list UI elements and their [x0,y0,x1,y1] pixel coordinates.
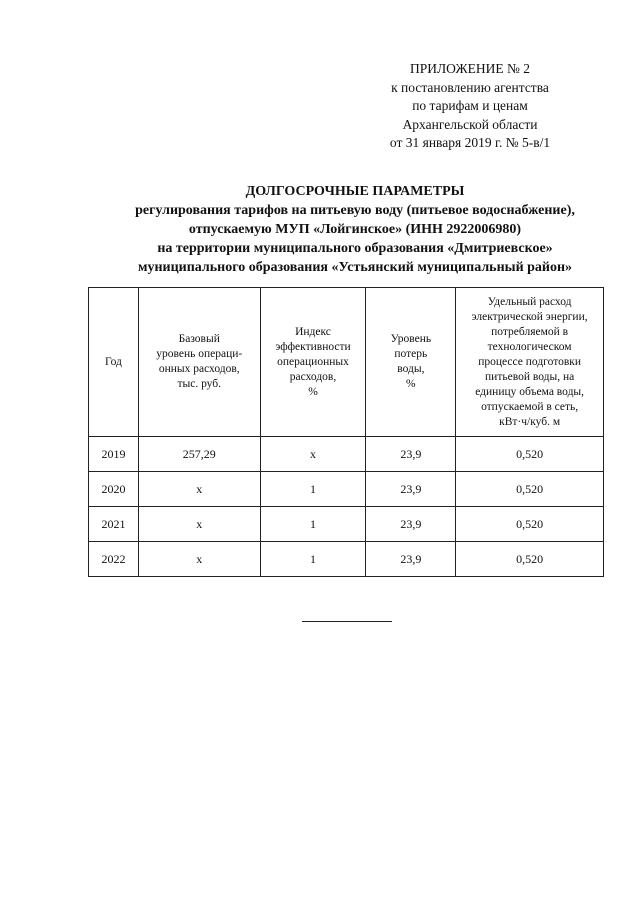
cell-efficiency-index: 1 [260,507,366,542]
cell-base-cost: 257,29 [138,437,260,472]
document-title [70,182,640,277]
cell-energy-consumption: 0,520 [456,542,604,577]
header-text-line: эффективности [275,340,351,353]
header-text-line: онных расходов, [158,363,240,375]
header-text-line: % [406,378,416,390]
title-heading: ДОЛГОСРОЧНЫЕ ПАРАМЕТРЫ [245,184,465,199]
header-text-line: питьевой воды, на [485,370,575,383]
appendix-number: ПРИЛОЖЕНИЕ № 2 [409,61,531,76]
header-text-line: операционных [277,355,349,368]
header-efficiency-index [260,288,366,437]
appendix-block [360,60,580,153]
title-line: регулирования тарифов на питьевую воду (питьевое водоснабжение), [135,203,575,218]
header-text-line: Базовый [178,333,220,345]
header-text-line: Год [104,355,122,368]
cell-base-cost: x [138,542,260,577]
header-base-cost [138,288,260,437]
header-text-line: воды, [397,363,425,375]
cell-year: 2020 [89,472,139,507]
header-text-line: % [308,385,318,398]
cell-year: 2019 [89,437,139,472]
header-energy-consumption [456,288,604,437]
table-row [89,472,604,507]
header-text-line: тыс. руб. [177,378,221,390]
header-text-line: единицу объема воды, [475,385,585,398]
parameters-table [88,287,604,577]
appendix-line: по тарифам и ценам [412,98,528,113]
cell-energy-consumption: 0,520 [456,507,604,542]
header-year [89,288,139,437]
header-text-line: Уровень [390,333,432,345]
title-line: муниципального образования «Устьянский муниципальный район» [137,260,573,275]
cell-efficiency-index: 1 [260,472,366,507]
cell-water-loss: 23,9 [366,437,456,472]
table-row [89,542,604,577]
cell-water-loss: 23,9 [366,472,456,507]
title-line: отпускаемую МУП «Лойгинское» (ИНН 2922006980) [188,222,522,237]
closing-divider [302,621,392,622]
cell-base-cost: x [138,507,260,542]
cell-water-loss: 23,9 [366,542,456,577]
header-water-loss [366,288,456,437]
header-text-line: электрической энергии, [471,310,588,323]
cell-energy-consumption: 0,520 [456,437,604,472]
cell-year: 2022 [89,542,139,577]
cell-base-cost: x [138,472,260,507]
header-text-line: технологическом [487,340,572,353]
cell-energy-consumption: 0,520 [456,472,604,507]
table-body [89,437,604,577]
header-text-line: отпускаемой в сеть, [481,400,579,413]
cell-efficiency-index: 1 [260,542,366,577]
header-text-line: потерь [394,348,428,360]
cell-year: 2021 [89,507,139,542]
header-text-line: уровень операци- [156,348,243,360]
table-row [89,507,604,542]
cell-water-loss: 23,9 [366,507,456,542]
header-text-line: Удельный расход [487,295,572,308]
appendix-line: Архангельской области [402,116,538,132]
header-text-line: кВт·ч/куб. м [499,415,561,428]
table-header-row [89,288,604,437]
header-text-line: процессе подготовки [478,355,582,368]
title-line: на территории муниципального образования «Дмитриевское» [157,241,553,256]
header-text-line: Индекс [295,325,331,338]
table-row [89,437,604,472]
appendix-line: к постановлению агентства [391,79,549,95]
header-text-line: расходов, [289,370,337,383]
cell-efficiency-index: x [260,437,366,472]
appendix-date: от 31 января 2019 г. № 5-в/1 [389,135,551,150]
header-text-line: потребляемой в [491,325,569,338]
